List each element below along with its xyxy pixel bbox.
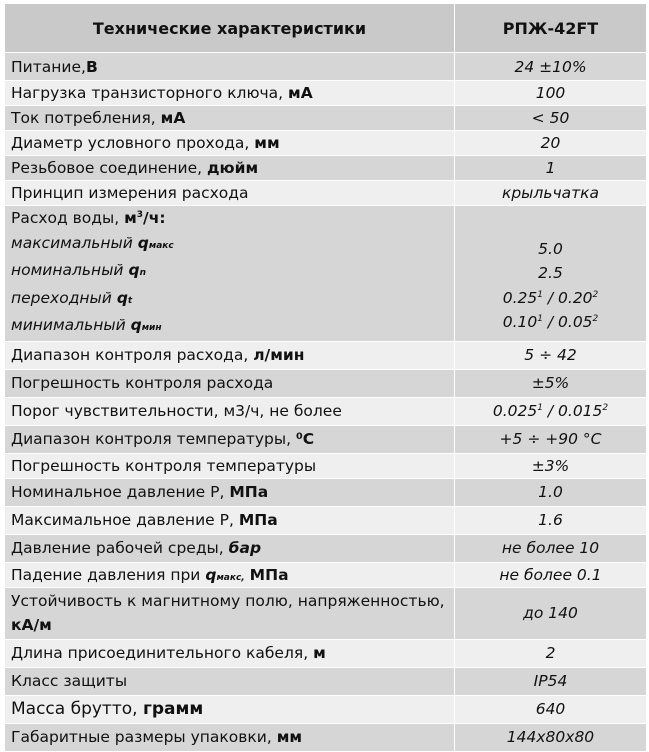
value-cell: 20	[455, 131, 647, 156]
value-cell: 144х80х80	[455, 723, 647, 751]
flow-max-value: 5.0	[538, 239, 563, 258]
label-cell: Устойчивость к магнитному полю, напряженностью, кА/м	[5, 587, 455, 639]
label-cell: Погрешность контроля температуры	[5, 453, 455, 478]
flow-minimal-label: минимальный qмин	[11, 316, 162, 334]
label-cell	[5, 156, 455, 181]
row-nominal-pressure	[5, 478, 647, 506]
row-transistor-load	[5, 81, 647, 106]
label-cell	[5, 131, 455, 156]
label-cell: Диапазон контроля расхода, л/мин	[5, 341, 455, 369]
specifications-table	[4, 3, 647, 752]
row-thread-connection	[5, 156, 647, 181]
row-water-flow	[5, 206, 647, 342]
value-cell: +5 ÷ +90 °С	[455, 425, 647, 453]
label-cell: Падение давления при qмакс, МПа	[5, 562, 455, 587]
label-cell	[5, 81, 455, 106]
label-cell: Максимальное давление Р, МПа	[5, 506, 455, 534]
row-protection-class	[5, 667, 647, 695]
value-cell: не более 10	[455, 534, 647, 562]
row-flow-range	[5, 341, 647, 369]
row-max-pressure	[5, 506, 647, 534]
label: Питание,	[11, 57, 86, 76]
flow-nominal-value: 2.5	[538, 264, 563, 282]
label-cell	[5, 53, 455, 81]
row-temperature-range	[5, 425, 647, 453]
flow-transitional-label: переходный qt	[11, 288, 133, 307]
label-cell: Габаритные размеры упаковки, мм	[5, 723, 455, 751]
label: Диаметр условного прохода,	[11, 134, 250, 152]
value-cell: IP54	[455, 667, 647, 695]
flow-transitional-value: 0.25$^1$ / 0.20$^2$	[502, 288, 599, 307]
label: Принцип измерения расхода	[11, 184, 249, 202]
label-cell	[5, 181, 455, 206]
row-gross-weight	[5, 695, 647, 723]
value-cell: ±3%	[455, 453, 647, 478]
value-cell: до 140	[455, 587, 647, 639]
label-cell: Длина присоединительного кабеля, м	[5, 639, 455, 667]
label: Резьбовое соединение,	[11, 159, 203, 177]
label-cell: Погрешность контроля расхода	[5, 369, 455, 397]
value-cell: 1	[455, 156, 647, 181]
label-cell: Диапазон контроля температуры, ⁰С	[5, 425, 455, 453]
unit: мА	[160, 109, 186, 127]
flow-heading: Расход воды, $м^3/ч$:	[11, 209, 166, 227]
row-working-pressure	[5, 534, 647, 562]
label: Нагрузка транзисторного ключа,	[11, 84, 284, 102]
value-cell: 1.6	[455, 506, 647, 534]
flow-minimal-value: 0.10$^1$ / 0.05$^2$	[502, 313, 599, 331]
table-header-row	[5, 4, 647, 53]
unit: дюйм	[207, 159, 259, 177]
row-cable-length	[5, 639, 647, 667]
value-cell: крыльчатка	[455, 181, 647, 206]
value-cell: 2	[455, 639, 647, 667]
row-pressure-drop	[5, 562, 647, 587]
row-power	[5, 53, 647, 81]
row-temperature-error	[5, 453, 647, 478]
row-package-dimensions	[5, 723, 647, 751]
row-flow-error	[5, 369, 647, 397]
unit: мм	[254, 134, 280, 152]
header-characteristics: Технические характеристики	[5, 4, 455, 53]
label-cell	[5, 106, 455, 131]
label-cell: Масса брутто, грамм	[5, 695, 455, 723]
value-cell: 640	[455, 695, 647, 723]
label: Ток потребления,	[11, 109, 156, 127]
flow-max-label: максимальный qмакс	[11, 233, 174, 252]
label-cell: Класс защиты	[5, 667, 455, 695]
value-cell: 1.0	[455, 478, 647, 506]
flow-label-cell	[5, 206, 455, 342]
value-cell: 5 ÷ 42	[455, 341, 647, 369]
row-magnetic-resistance	[5, 587, 647, 639]
unit: В	[85, 57, 98, 76]
value-cell: ±5%	[455, 369, 647, 397]
label-cell: Давление рабочей среды, бар	[5, 534, 455, 562]
row-measurement-principle	[5, 181, 647, 206]
value-cell: 0.025$^1$ / 0.015$^2$	[455, 397, 647, 425]
flow-nominal-label: номинальный qn	[11, 261, 146, 279]
value-cell: < 50	[455, 106, 647, 131]
value-cell: не более 0.1	[455, 562, 647, 587]
unit: мА	[288, 84, 313, 102]
row-current-consumption	[5, 106, 647, 131]
label-cell: Порог чувствительности, м3/ч, не более	[5, 397, 455, 425]
flow-value-cell	[455, 206, 647, 342]
label-cell: Номинальное давление Р, МПа	[5, 478, 455, 506]
value-cell: 24 ±10%	[455, 53, 647, 81]
row-nominal-diameter	[5, 131, 647, 156]
value-cell: 100	[455, 81, 647, 106]
header-model: РПЖ-42FT	[455, 4, 647, 53]
row-sensitivity-threshold	[5, 397, 647, 425]
